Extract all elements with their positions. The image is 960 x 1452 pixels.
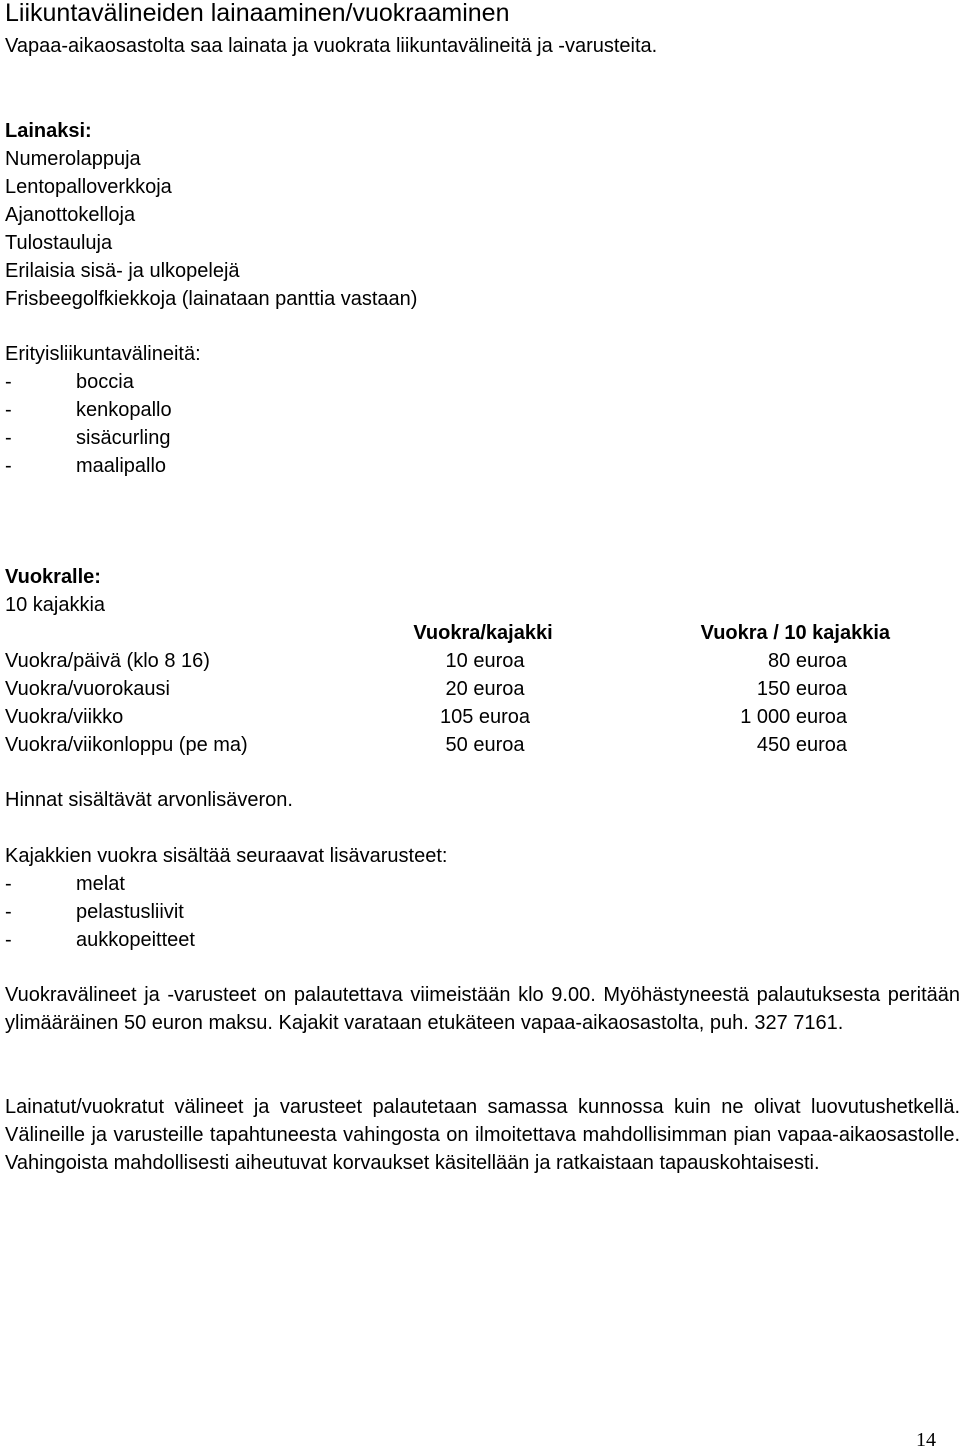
- table-header-per-kayak: Vuokra/kajakki: [413, 622, 553, 644]
- row-price-per-kayak: 20 euroa: [445, 678, 525, 700]
- page-number: 14: [916, 1429, 936, 1451]
- row-label: Vuokra/viikko: [5, 706, 124, 728]
- bullet-dash: -: [5, 929, 12, 951]
- row-price-per-kayak: 50 euroa: [445, 734, 525, 756]
- damage-policy-paragraph: Lainatut/vuokratut välineet ja varusteet palautetaan samassa kunnossa kuin ne olivat luovutushetkellä. Välineille ja varusteille tapahtuneesta vahingosta on ilmoitettava mahdollisimman pian vapaa-aikaosastolle. Vahingoista mahdollisesti aiheutuvat korvaukset käsitellään ja ratkaistaan tapauskohtaisesti.: [5, 1096, 960, 1174]
- special-equipment-item: kenkopallo: [76, 399, 172, 421]
- row-label: Vuokra/viikonloppu (pe ma): [5, 734, 248, 756]
- page-title: Liikuntavälineiden lainaaminen/vuokraaminen: [5, 0, 510, 27]
- bullet-dash: -: [5, 399, 12, 421]
- row-price-per-kayak: 10 euroa: [445, 650, 525, 672]
- equipment-item: pelastusliivit: [76, 901, 184, 923]
- bullet-dash: -: [5, 455, 12, 477]
- lending-item: Frisbeegolfkiekkoja (lainataan panttia vastaan): [5, 288, 418, 310]
- lending-item: Numerolappuja: [5, 148, 141, 170]
- row-price-per-kayak: 105 euroa: [439, 706, 531, 728]
- row-price-per-ten: 450 euroa: [756, 734, 847, 756]
- row-label: Vuokra/päivä (klo 8 16): [5, 650, 210, 672]
- row-price-per-ten: 1 000 euroa: [740, 706, 847, 728]
- rental-subheading: 10 kajakkia: [5, 594, 106, 616]
- bullet-dash: -: [5, 371, 12, 393]
- lending-item: Erilaisia sisä- ja ulkopelejä: [5, 260, 240, 282]
- row-price-per-ten: 80 euroa: [768, 650, 847, 672]
- row-label: Vuokra/vuorokausi: [5, 678, 170, 700]
- intro-text: Vapaa-aikaosastolta saa lainata ja vuokrata liikuntavälineitä ja -varusteita.: [5, 35, 658, 57]
- bullet-dash: -: [5, 427, 12, 449]
- table-header-per-ten: Vuokra / 10 kajakkia: [700, 622, 890, 644]
- lending-item: Lentopalloverkkoja: [5, 176, 172, 198]
- return-policy-paragraph: Vuokravälineet ja -varusteet on palautettava viimeistään klo 9.00. Myöhästyneestä palautuksesta peritään ylimääräinen 50 euron maksu. Kajakit varataan etukäteen vapaa-aikaosastolta, puh. 327 7161.: [5, 984, 960, 1034]
- special-equipment-item: sisäcurling: [76, 427, 171, 449]
- special-equipment-item: boccia: [76, 371, 134, 393]
- equipment-heading: Kajakkien vuokra sisältää seuraavat lisävarusteet:: [5, 845, 448, 867]
- bullet-dash: -: [5, 901, 12, 923]
- equipment-item: aukkopeitteet: [76, 929, 195, 951]
- lending-heading: Lainaksi:: [5, 120, 92, 142]
- lending-item: Ajanottokelloja: [5, 204, 136, 226]
- row-price-per-ten: 150 euroa: [756, 678, 847, 700]
- special-equipment-heading: Erityisliikuntavälineitä:: [5, 343, 201, 365]
- lending-item: Tulostauluja: [5, 232, 113, 254]
- bullet-dash: -: [5, 873, 12, 895]
- special-equipment-item: maalipallo: [76, 455, 167, 477]
- rental-heading: Vuokralle:: [5, 566, 101, 588]
- equipment-item: melat: [76, 873, 125, 895]
- vat-note: Hinnat sisältävät arvonlisäveron.: [5, 789, 293, 811]
